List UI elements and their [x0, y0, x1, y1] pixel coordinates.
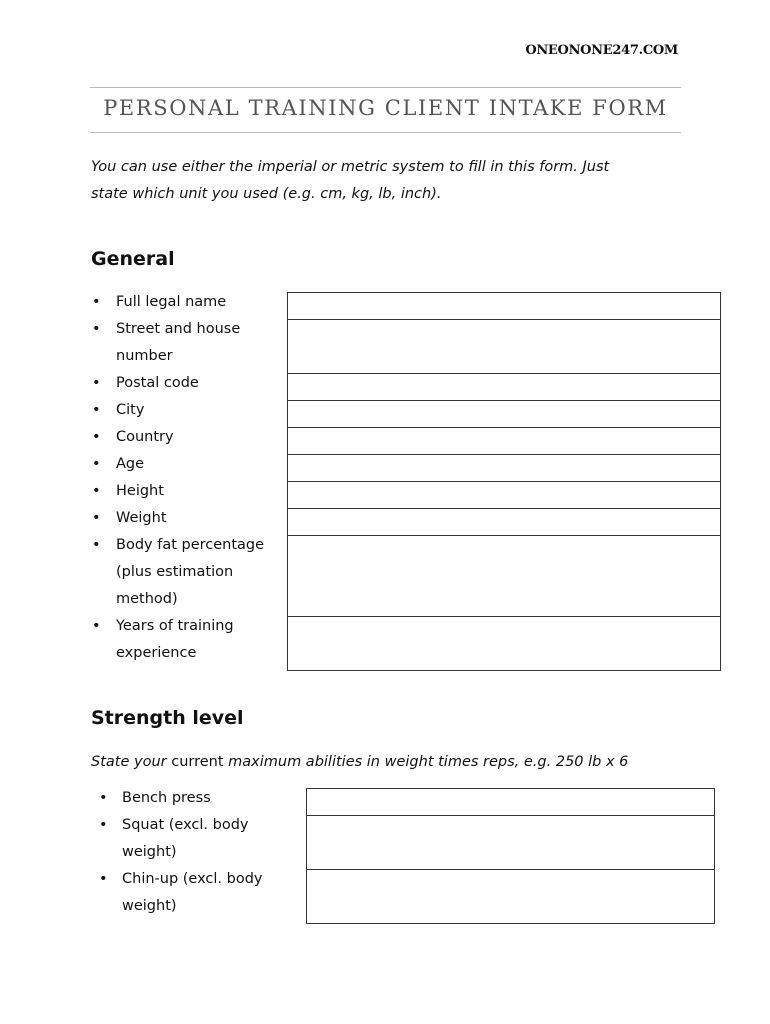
field-label [116, 505, 167, 532]
field-label-line: experience [116, 645, 197, 661]
general-heading: General [91, 248, 175, 270]
field-input-box[interactable] [287, 481, 721, 509]
field-input-box[interactable] [306, 815, 715, 870]
field-input-box[interactable] [287, 535, 721, 617]
bullet-icon: • [92, 483, 101, 499]
field-label [116, 397, 144, 424]
field-label [122, 785, 211, 812]
strength-note-part-2: current [166, 754, 229, 770]
bullet-icon: • [92, 618, 101, 634]
field-label-line: (plus estimation [116, 564, 234, 580]
field-label-line: Weight [116, 510, 167, 526]
title-top-rule [90, 87, 681, 88]
field-label-line: Street and house [116, 321, 241, 337]
field-label [116, 424, 174, 451]
intro-note [91, 154, 691, 208]
bullet-icon: • [99, 817, 108, 833]
field-input-box[interactable] [287, 427, 721, 455]
bullet-icon: • [92, 402, 101, 418]
field-label-line: Full legal name [116, 294, 227, 310]
bullet-icon: • [92, 429, 101, 445]
field-label [116, 289, 226, 316]
field-label-line: method) [116, 591, 178, 607]
bullet-icon: • [99, 871, 108, 887]
field-label-line: Body fat percentage [116, 537, 265, 553]
field-label [116, 613, 234, 667]
field-label-line: Squat (excl. body [122, 817, 249, 833]
strength-heading: Strength level [91, 707, 244, 729]
field-input-box[interactable] [287, 454, 721, 482]
field-input-box[interactable] [306, 869, 715, 924]
bullet-icon: • [92, 537, 101, 553]
field-input-box[interactable] [287, 508, 721, 536]
field-input-box[interactable] [306, 788, 715, 816]
field-input-box[interactable] [287, 292, 721, 320]
site-name: ONEONONE247.COM [525, 43, 678, 58]
bullet-icon: • [92, 375, 101, 391]
form-title: PERSONAL TRAINING CLIENT INTAKE FORM [103, 96, 668, 120]
strength-note-part-1: State your [91, 754, 167, 770]
field-label-line: Chin-up (excl. body [122, 871, 263, 887]
field-label-line: Postal code [116, 375, 199, 391]
field-label-line: Country [116, 429, 174, 445]
field-label [116, 370, 199, 397]
title-bottom-rule [90, 132, 681, 133]
field-label-line: weight) [122, 898, 177, 914]
bullet-icon: • [92, 456, 101, 472]
bullet-icon: • [92, 294, 101, 310]
field-input-box[interactable] [287, 400, 721, 428]
strength-note-part-3: maximum abilities in weight times reps, e.g. 250 lb x 6 [228, 754, 629, 770]
field-label-line: Height [116, 483, 164, 499]
bullet-icon: • [92, 510, 101, 526]
field-label [116, 532, 264, 613]
field-input-box[interactable] [287, 319, 721, 374]
field-label [122, 866, 263, 920]
field-label-line: weight) [122, 844, 177, 860]
field-label [116, 316, 240, 370]
field-label [122, 812, 249, 866]
intro-line-1: You can use either the imperial or metric system to fill in this form. Just [91, 159, 610, 175]
field-label [116, 451, 144, 478]
strength-note [91, 749, 628, 776]
field-label-line: number [116, 348, 173, 364]
bullet-icon: • [99, 790, 108, 806]
field-input-box[interactable] [287, 373, 721, 401]
bullet-icon: • [92, 321, 101, 337]
field-label-line: Bench press [122, 790, 211, 806]
field-label [116, 478, 164, 505]
field-input-box[interactable] [287, 616, 721, 671]
field-label-line: City [116, 402, 145, 418]
field-label-line: Age [116, 456, 145, 472]
field-label-line: Years of training [116, 618, 234, 634]
intro-line-2: state which unit you used (e.g. cm, kg, lb, inch). [91, 186, 442, 202]
